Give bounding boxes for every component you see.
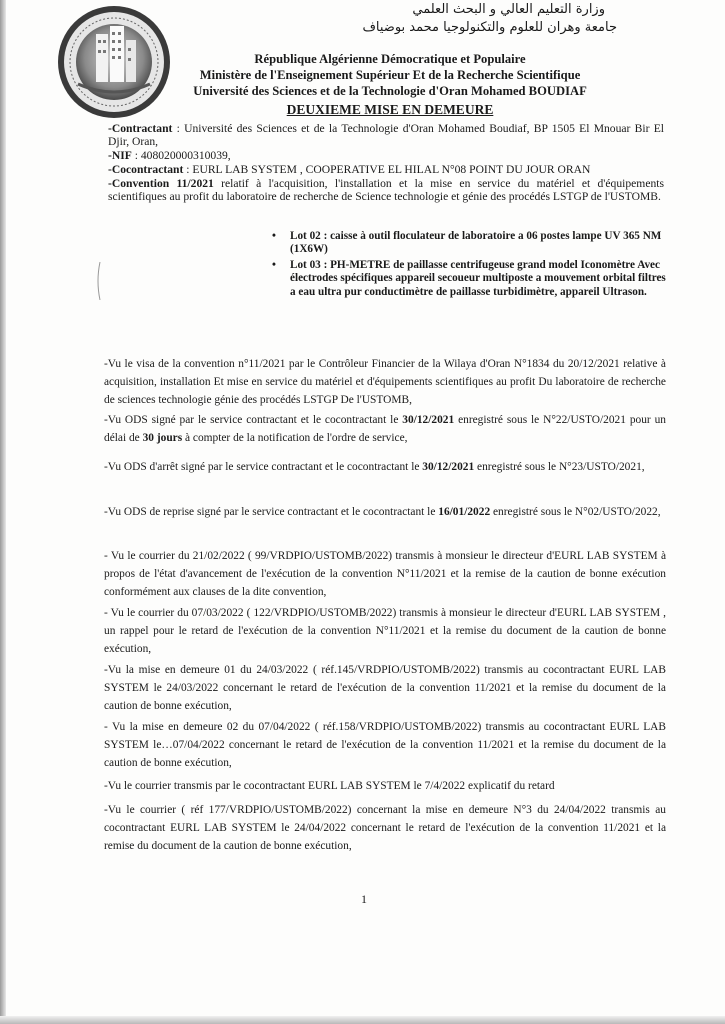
paragraph-mise-en-demeure-03: -Vu le courrier ( réf 177/VRDPIO/USTOMB/2022) concernant la mise en demeure N°3 du 24/04/2022 transmis au cocontractant EURL LAB SYSTEM le 24/04/2022 concernant le retard de l'exécution de la convention 11/2021 et la remise du document de la caution de bonne exécution,: [104, 804, 666, 852]
paragraph-mise-en-demeure-02: - Vu la mise en demeure 02 du 07/04/2022 ( réf.158/VRDPIO/USTOMB/2022) transmis au cocontractant EURL LAB SYSTEM le…07/04/2022 concernant le retard de l'exécution de la convention 11/2021 et la remise du document de la caution de bonne exécution,: [104, 721, 666, 769]
scan-edge-left: [0, 0, 6, 1024]
nif-value: : 408020000310039,: [131, 149, 231, 162]
arabic-ministry-line: وزارة التعليم العالي و البحث العلمي: [412, 2, 605, 17]
contractant-label: -Contractant: [108, 122, 173, 135]
header-ministry: Ministère de l'Enseignement Supérieur Et de la Recherche Scientifique: [199, 68, 581, 82]
p2-text-a: -Vu ODS signé par le service contractant et le cocontractant le: [104, 414, 403, 426]
p2-text-c: enregistré sous le N°22/USTO/2021 pour un délai de: [104, 414, 667, 444]
scan-edge-bottom: [0, 1016, 725, 1024]
bullet-icon: •: [272, 258, 276, 271]
contractant-field: [108, 122, 664, 148]
paragraph-visa: -Vu le visa de la convention n°11/2021 par le Contrôleur Financier de la Wilaya d'Oran N°1834 du 20/12/2021 relative à acquisition, installation Et mise en service du matériel et d'équipements scientifiques au profit Du laboratoire de recherche de sciences technologie génie des procédés LSTGP De l'USTOMB,: [104, 358, 666, 406]
p4-text-a: -Vu ODS de reprise signé par le service contractant et le cocontractant le: [104, 506, 439, 518]
cocontractant-field: [108, 163, 664, 176]
header-republic: République Algérienne Démocratique et Populaire: [254, 52, 526, 66]
paragraph-courrier-0307: - Vu le courrier du 07/03/2022 ( 122/VRDPIO/USTOMB/2022) transmis à monsieur le directeur d'EURL LAB SYSTEM , un rappel pour le retard de l'exécution de la convention N°11/2021 et la remise du document de la caution de bonne exécution,: [104, 607, 666, 655]
p3-text-c: enregistré sous le N°23/USTO/2021,: [474, 461, 645, 473]
convention-field: [108, 177, 664, 203]
convention-value: relatif à l'acquisition, l'installation et la mise en service du matériel et d'équipements scientifiques au profit du laboratoire de recherche de Science technologie et génie des procédés LSTGP de l'USTOMB.: [108, 177, 664, 204]
p2-text-e: à compter de la notification de l'ordre de service,: [182, 432, 408, 444]
lots-list: [268, 230, 668, 299]
paragraph-ods-arret: [104, 458, 666, 476]
nif-field: [108, 149, 664, 162]
lot-item-03: [268, 259, 668, 299]
p2-delay: 30 jours: [142, 432, 183, 444]
p3-date: 30/12/2021: [422, 461, 475, 473]
convention-label: -Convention 11/2021: [108, 177, 214, 190]
paragraph-ods-signed: [104, 411, 666, 447]
paragraph-courrier-0221: - Vu le courrier du 21/02/2022 ( 99/VRDPIO/USTOMB/2022) transmis à monsieur le directeur d'EURL LAB SYSTEM à propos de l'état d'avancement de l'exécution de la convention N°11/2021 et la remise de la caution de bonne exécution conformément aux clauses de la dite convention,: [104, 550, 666, 598]
lot-02-text: Lot 02 : caisse à outil floculateur de laboratoire a 06 postes lampe UV 365 NM (1X6W): [290, 230, 662, 256]
nif-label: -NIF: [108, 149, 132, 162]
paragraph-ods-reprise: [104, 503, 666, 521]
header-university: Université des Sciences et de la Technologie d'Oran Mohamed BOUDIAF: [193, 84, 587, 98]
lot-item-02: [268, 230, 668, 257]
document-title: DEUXIEME MISE EN DEMEURE: [286, 102, 494, 117]
bullet-icon: •: [272, 230, 276, 242]
paragraph-mise-en-demeure-01: -Vu la mise en demeure 01 du 24/03/2022 ( réf.145/VRDPIO/USTOMB/2022) transmis au cocontractant EURL LAB SYSTEM le 24/03/2022 concernant le retard de l'exécution de la convention 11/2021 et la remise du document de la caution de bonne exécution,: [104, 664, 666, 712]
p3-text-a: -Vu ODS d'arrêt signé par le service contractant et le cocontractant le: [104, 461, 423, 473]
cocontractant-value: : EURL LAB SYSTEM , COOPERATIVE EL HILAL N°08 POINT DU JOUR ORAN: [183, 163, 591, 176]
arabic-university-line: جامعة وهران للعلوم والتكنولوجيا محمد بوضياف: [362, 20, 617, 35]
p2-date: 30/12/2021: [402, 414, 455, 426]
lot-03-text: Lot 03 : PH-METRE de paillasse centrifugeuse grand model Iconomètre Avec électrodes spécifiques appareil secoueur multiposte a mouvement orbital filtres a eau ultra pur conductimètre de paillasse turbidimètre, appareil Ultrason.: [290, 258, 666, 298]
page-number: 1: [361, 892, 367, 906]
contractant-value: : Université des Sciences et de la Technologie d'Oran Mohamed Boudiaf, BP 1505 El Mnouar Bir El Djir, Oran,: [108, 122, 664, 149]
p4-date: 16/01/2022: [438, 506, 491, 518]
p4-text-c: enregistré sous le N°02/USTO/2022,: [490, 506, 661, 518]
paragraph-courrier-explicatif: -Vu le courrier transmis par le cocontractant EURL LAB SYSTEM le 7/4/2022 explicatif du retard: [104, 780, 555, 792]
margin-mark: [96, 262, 102, 300]
cocontractant-label: -Cocontractant: [108, 163, 184, 176]
